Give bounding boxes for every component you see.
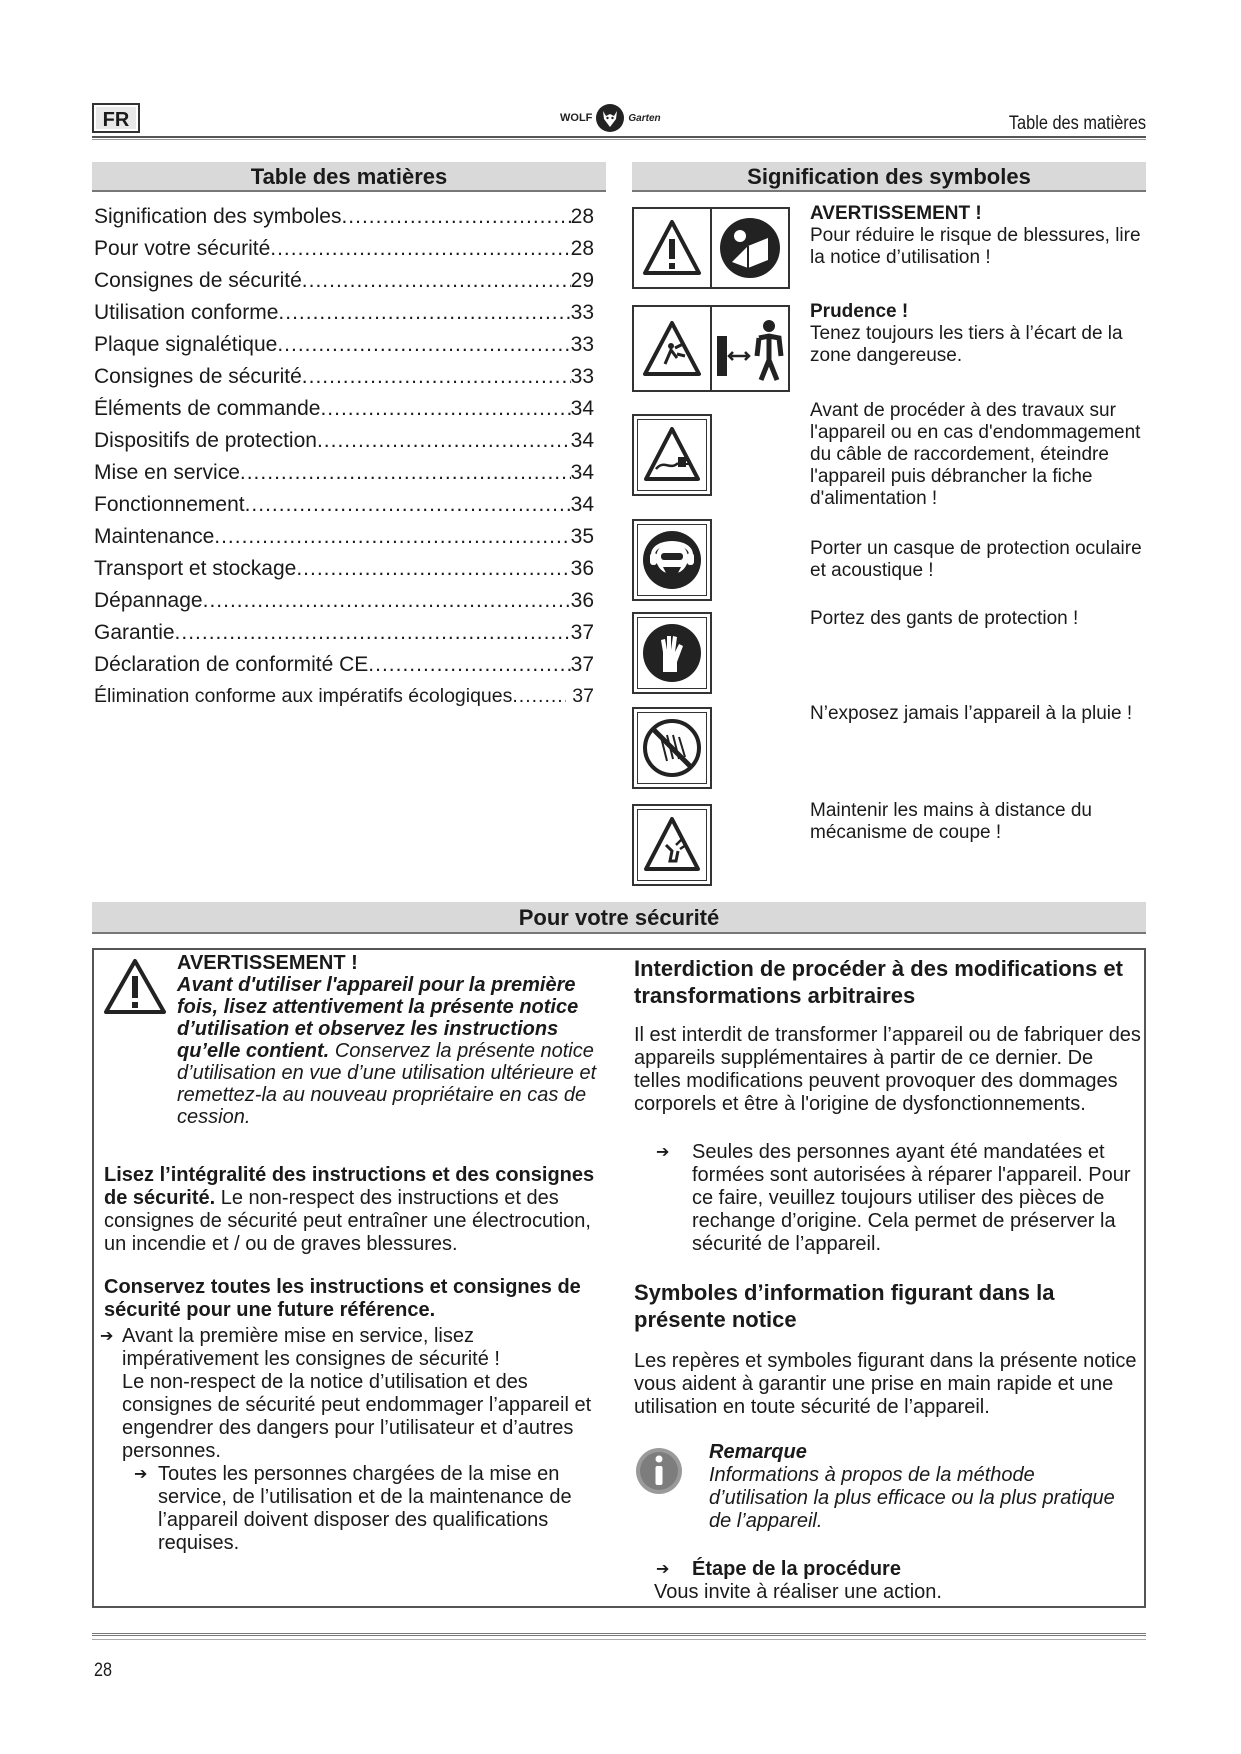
toc-item[interactable]: Dépannage ..... 36 <box>94 589 594 621</box>
header-section-title: Table des matières <box>1008 113 1146 134</box>
symbol-unplug <box>632 414 712 496</box>
symbol-7-text: Maintenir les mains à distance du mécanisme de coupe ! <box>810 800 1092 843</box>
language-badge: FR <box>92 103 140 133</box>
symbol-3-text: Avant de procéder à des travaux sur l'appareil ou en cas d'endommagement du câble de raccordement, éteindre l'appareil puis débrancher la fiche d'alimentation ! <box>810 400 1141 509</box>
warning-heading: AVERTISSEMENT ! <box>177 952 358 974</box>
symbol-no-rain <box>632 707 712 789</box>
toc-item[interactable]: Fonctionnement ..... 34 <box>94 493 594 525</box>
modif-heading: Interdiction de procéder à des modifications et transformations arbitraires <box>634 956 1123 1008</box>
first-use-block: ➔ Avant la première mise en service, lisez impérativement les consignes de sécurité ! Le non-respect de la notice d’utilisation et des consignes de sécurité peut endommager l’appareil et engendrer des dangers pour l’utilisateur et d’autres personnes. ➔ Toutes les personnes chargées de la mise en service, de l’utilisation et de la maintenance de l’appareil doivent disposer des qualifications requises. <box>100 1325 610 1555</box>
header-rule <box>92 136 1146 140</box>
symbol-6-text: N’exposez jamais l’appareil à la pluie ! <box>810 703 1133 724</box>
toc-item[interactable]: Mise en service ..... 34 <box>94 461 594 493</box>
modif-text: Il est interdit de transformer l’appareil ou de fabriquer des appareils supplémentaires à partir de ce dernier. De telles modifications peuvent provoquer des dommages corporels et être à l'origine de dysfonctionnements. <box>634 1024 1141 1115</box>
keep-distance-icon <box>713 316 787 382</box>
toc-item[interactable]: Consignes de sécurité ..... 29 <box>94 269 594 301</box>
toc-item[interactable]: Signification des symboles ..... 28 <box>94 205 594 237</box>
symbol-4-text: Porter un casque de protection oculaire et acoustique ! <box>810 538 1142 581</box>
step-block: ➔ Étape de la procédure Vous invite à réaliser une action. <box>654 1558 942 1603</box>
arrow-icon: ➔ <box>100 1328 114 1345</box>
arrow-icon: ➔ <box>656 1144 670 1161</box>
symbol-hands-cutting <box>632 804 712 886</box>
symbol-gloves <box>632 612 712 694</box>
keep-instructions: Conservez toutes les instructions et consignes de sécurité pour une future référence. <box>104 1276 581 1321</box>
gloves-icon <box>641 622 703 684</box>
symbol-2-text: Prudence ! Tenez toujours les tiers à l’écart de la zone dangereuse. <box>810 301 1123 366</box>
toc-title: Table des matières <box>92 162 606 192</box>
symbol-eye-ear <box>632 519 712 601</box>
info-heading: Symboles d’information figurant dans la présente notice <box>634 1280 1055 1332</box>
unplug-icon <box>642 425 702 485</box>
symbol-5-text: Portez des gants de protection ! <box>810 608 1079 629</box>
page-number: 28 <box>94 1660 112 1681</box>
info-icon <box>634 1446 684 1496</box>
info-text: Les repères et symboles figurant dans la présente notice vous aident à garantir une prise en main rapide et une utilisation en toute sécurité de l’appareil. <box>634 1350 1137 1418</box>
brand-wolf-text: WOLF <box>560 112 593 124</box>
warning-italic: Conservez la présente notice d’utilisation en vue d’une utilisation ultérieure et remettez-la au nouveau propriétaire en cas de cession. <box>177 1040 597 1128</box>
wolf-head-icon <box>595 103 625 133</box>
toc-item[interactable]: Éléments de commande ..... 34 <box>94 397 594 429</box>
toc-item[interactable]: Consignes de sécurité ..... 33 <box>94 365 594 397</box>
symbol-1-text: AVERTISSEMENT ! Pour réduire le risque de blessures, lire la notice d’utilisation ! <box>810 203 1141 268</box>
toc-item[interactable]: Dispositifs de protection ..... 34 <box>94 429 594 461</box>
thrown-objects-icon <box>641 318 703 380</box>
hand-cutting-icon <box>642 815 702 875</box>
toc-item[interactable]: Pour votre sécurité ..... 28 <box>94 237 594 269</box>
warning-triangle-icon <box>641 217 703 279</box>
symbol-caution-distance <box>632 305 790 392</box>
safety-title: Pour votre sécurité <box>92 902 1146 934</box>
toc-item[interactable]: Plaque signalétique ..... 33 <box>94 333 594 365</box>
eye-ear-protection-icon <box>641 529 703 591</box>
read-manual-icon <box>718 216 782 280</box>
warning-bold-italic: Avant d'utiliser l'appareil pour la première fois, lisez attentivement la présente notice d’utilisation et observez les instructions qu’elle contient. <box>177 974 579 1062</box>
no-rain-icon <box>641 717 703 779</box>
symbols-title: Signification des symboles <box>632 162 1146 192</box>
warning-block <box>177 952 609 1128</box>
qualified-text: Toutes les personnes chargées de la mise en service, de l’utilisation et de la maintenance de l’appareil doivent disposer des qualifications requises. <box>158 1463 572 1554</box>
remark-block: Remarque Informations à propos de la méthode d’utilisation la plus efficace ou la plus pratique de l’appareil. <box>709 1441 1115 1532</box>
toc-item[interactable]: Transport et stockage ..... 36 <box>94 557 594 589</box>
toc-item[interactable]: Maintenance ..... 35 <box>94 525 594 557</box>
read-instructions-block: Lisez l’intégralité des instructions et des consignes de sécurité. Le non-respect des instructions et des consignes de sécurité peut entraîner une électrocution, un incendie et / ou de graves blessures. <box>104 1164 595 1255</box>
brand-garten-text: Garten <box>628 112 661 124</box>
toc-item[interactable]: Utilisation conforme ..... 33 <box>94 301 594 333</box>
footer-rule <box>92 1633 1146 1640</box>
toc-item[interactable]: Élimination conforme aux impératifs écologiques ..... 37 <box>94 685 594 717</box>
toc-item[interactable]: Déclaration de conformité CE ..... 37 <box>94 653 594 685</box>
warning-triangle-icon <box>103 958 167 1016</box>
toc-item[interactable]: Garantie ..... 37 <box>94 621 594 653</box>
modif-arrow-block: ➔ Seules des personnes ayant été mandatées et formées sont autorisées à réparer l'appareil. Pour ce faire, veuillez toujours utiliser des pièces de rechange d’origine. Cela permet de préserver la sécurité de l’appareil. <box>656 1141 1131 1255</box>
arrow-icon: ➔ <box>134 1466 148 1483</box>
toc-list <box>94 205 594 717</box>
brand-logo <box>560 101 661 135</box>
arrow-icon: ➔ <box>656 1561 670 1578</box>
symbol-warning-read <box>632 207 790 289</box>
